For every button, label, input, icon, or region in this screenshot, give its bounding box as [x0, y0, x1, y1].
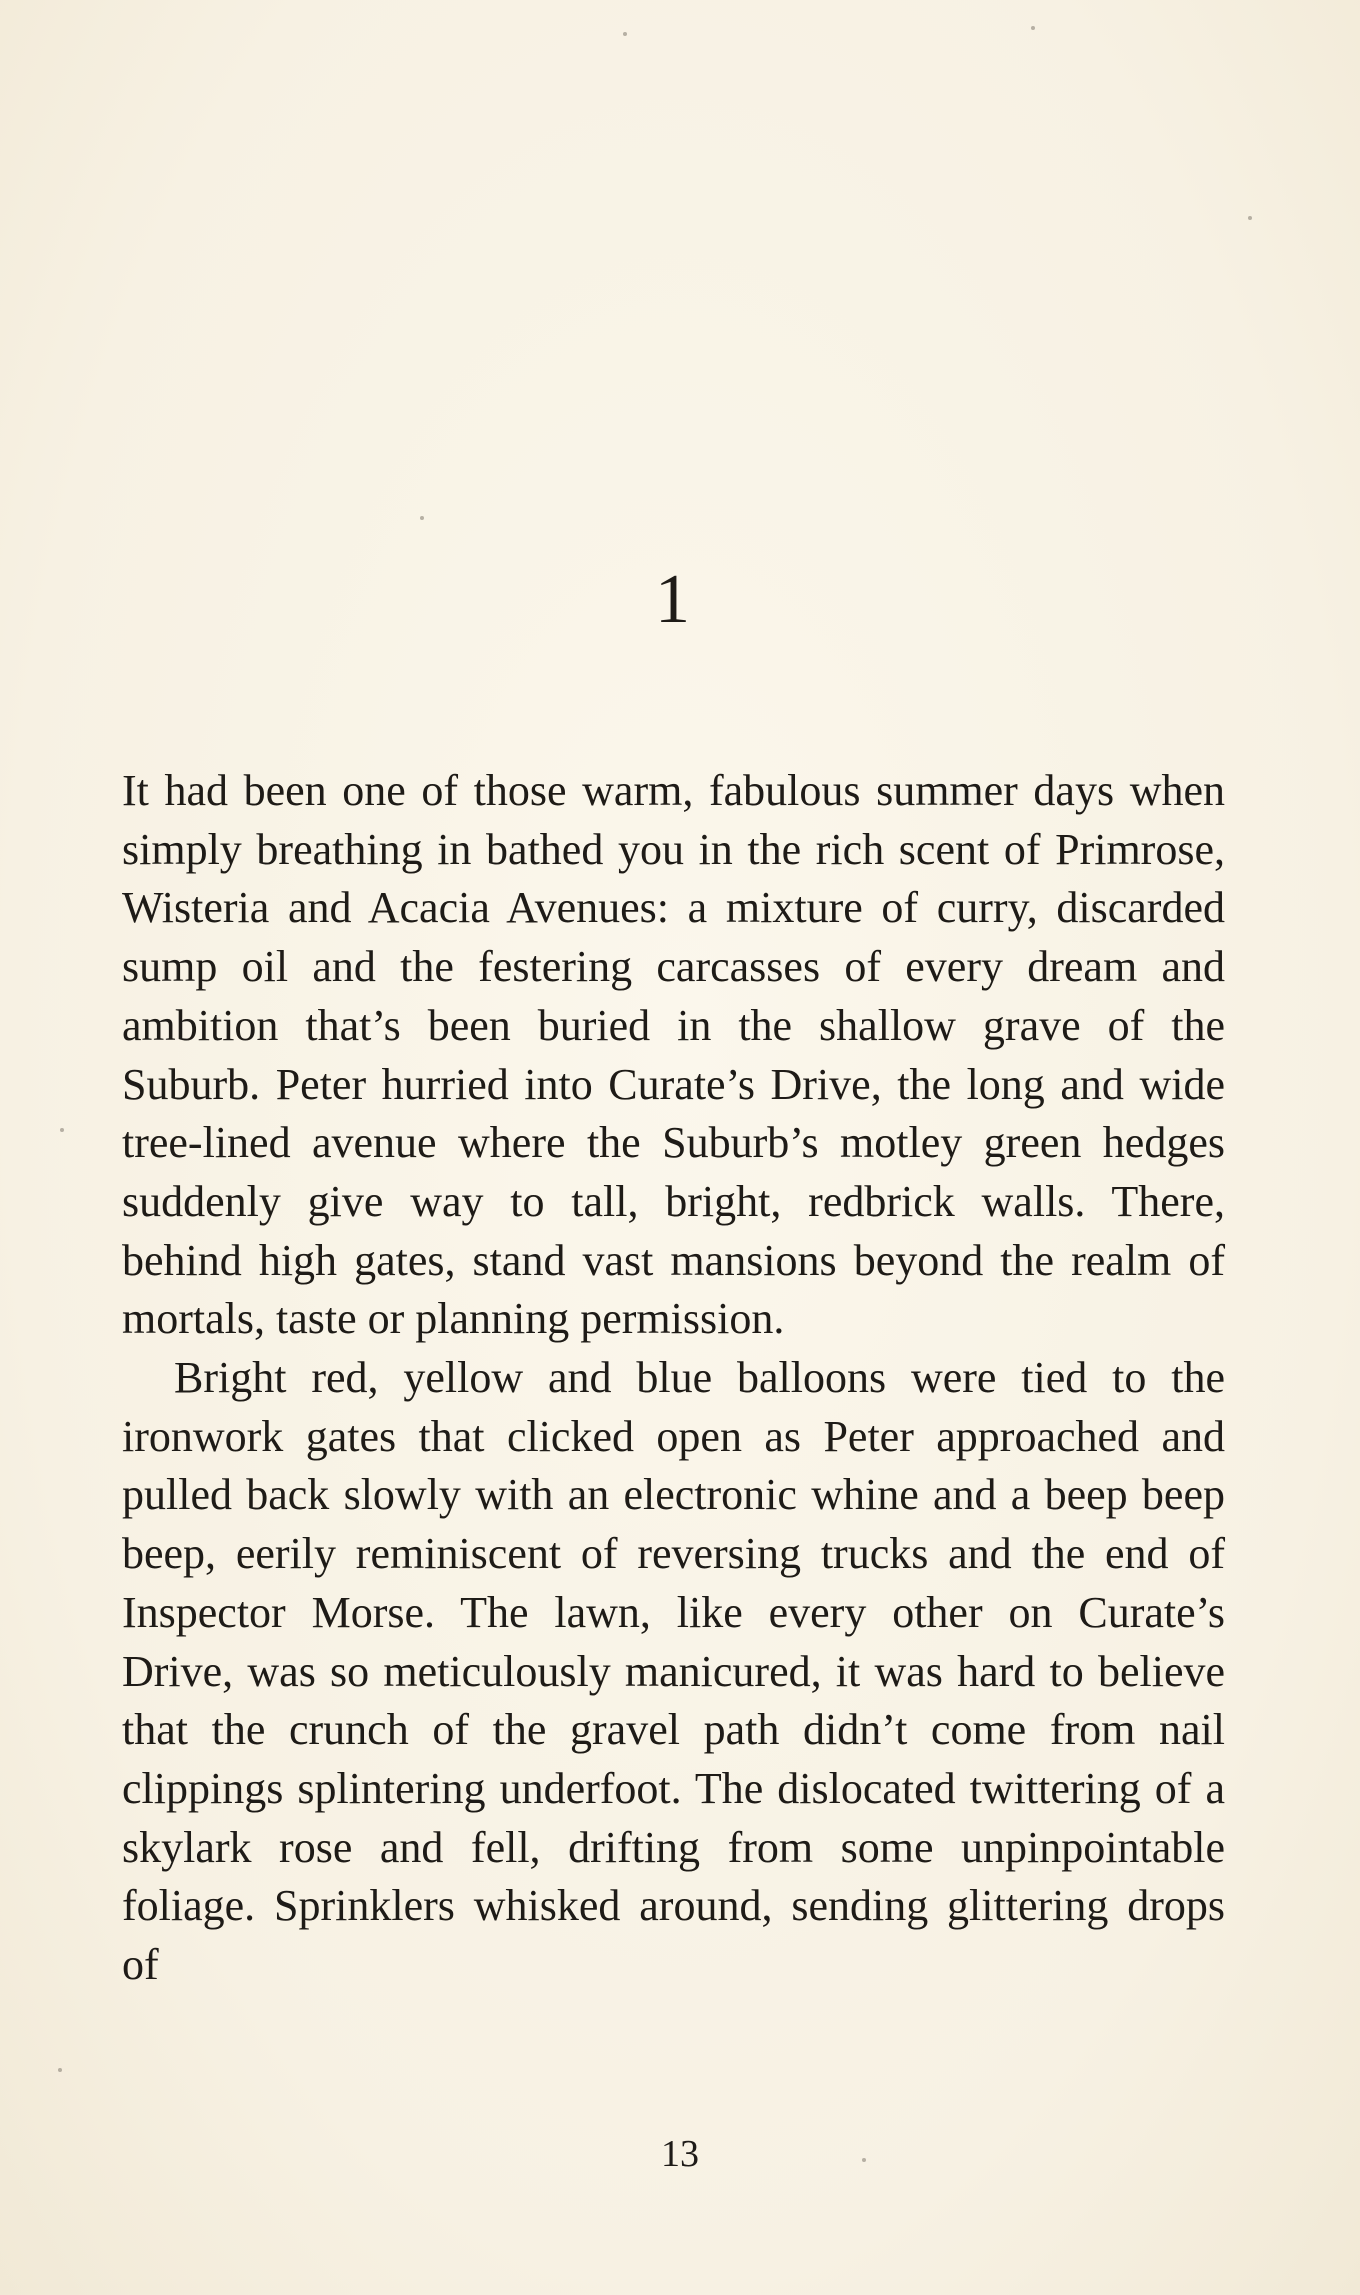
- paper-speck: [1031, 26, 1035, 30]
- paper-speck: [60, 1128, 64, 1132]
- paper-speck: [1248, 216, 1252, 220]
- chapter-number: 1: [655, 561, 690, 638]
- paragraph: Bright red, yellow and blue balloons were tied to the ironwork gates that clicked open as Peter approached and pulled back slowly with an electronic whine and a beep beep beep, eerily reminiscent of reversing trucks and the end of Inspector Morse. The lawn, like every other on Curate’s Drive, was so meticulously manicured, it was hard to believe that the crunch of the gravel path didn’t come from nail clippings splintering underfoot. The dislocated twittering of a skylark rose and fell, drifting from some unpinpointable foliage. Sprinklers whisked around, sending glittering drops of: [122, 1353, 1225, 1990]
- page-number: 13: [661, 2133, 699, 2175]
- paragraph: It had been one of those warm, fabulous summer days when simply breathing in bathed you in the rich scent of Primrose, Wisteria and Acacia Avenues: a mixture of curry, discarded sump oil and the festering carcasses of every dream and ambition that’s been buried in the shallow grave of the Suburb. Peter hurried into Curate’s Drive, the long and wide tree-lined avenue where the Suburb’s motley green hedges suddenly give way to tall, bright, redbrick walls. There, behind high gates, stand vast mansions beyond the realm of mortals, taste or planning permission.: [122, 766, 1225, 1344]
- body-text: [122, 762, 1225, 1995]
- paper-speck: [623, 32, 627, 36]
- paper-speck: [58, 2068, 62, 2072]
- paper-speck: [420, 516, 424, 520]
